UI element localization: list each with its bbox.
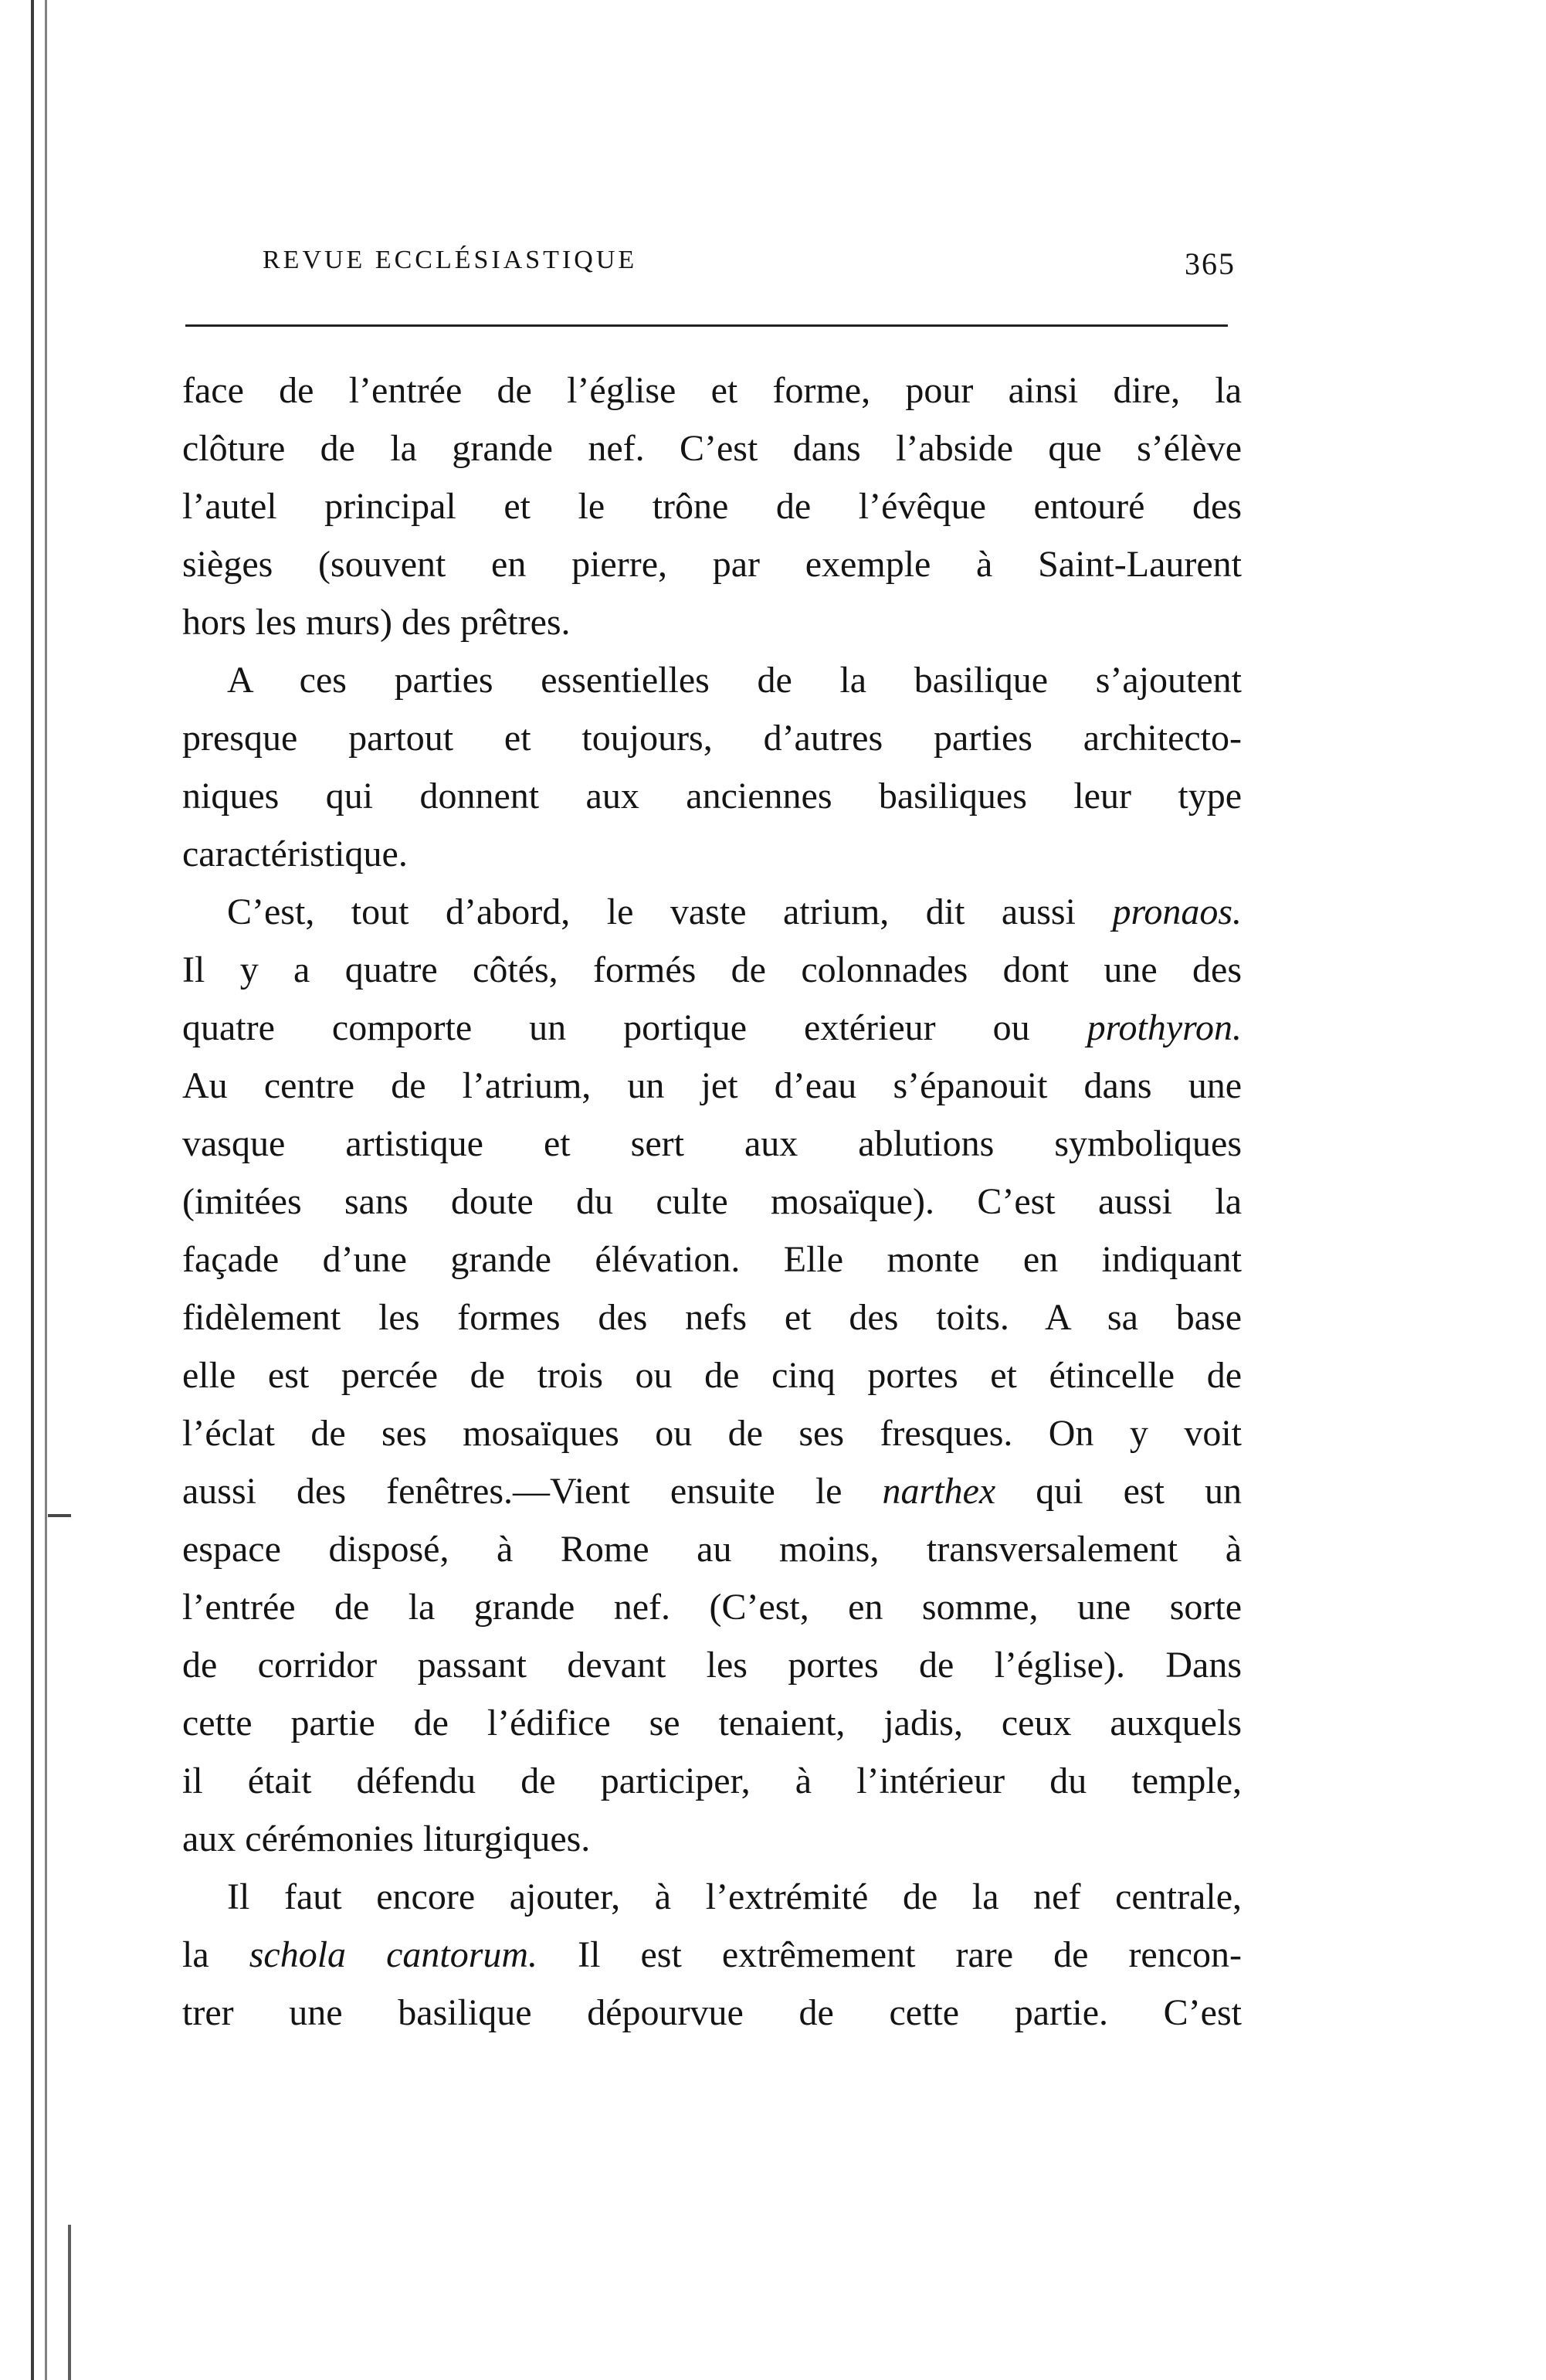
- text-line: sièges (souvent en pierre, par exemple à Saint-Laurent: [182, 544, 1242, 585]
- text-line: l’autel principal et le trône de l’évêque entouré des: [182, 486, 1242, 527]
- text-line: clôture de la grande nef. C’est dans l’abside que s’élève: [182, 428, 1242, 469]
- text-line: hors les murs) des prêtres.: [182, 602, 571, 643]
- text-line: A ces parties essentielles de la basilique s’ajoutent: [227, 660, 1242, 701]
- text-line: (imitées sans doute du culte mosaïque). C’est aussi la: [182, 1181, 1242, 1222]
- binding-edge-mark: [68, 2225, 71, 2380]
- text-line: [182, 1926, 1242, 1984]
- italic-term-schola: schola cantorum.: [249, 1934, 538, 1975]
- binding-edge-line: [45, 0, 47, 2380]
- text-line: [182, 883, 1242, 941]
- body-text: [182, 362, 1242, 2042]
- binding-edge-mark: [48, 1514, 71, 1517]
- text-segment: quatre comporte un portique extérieur ou: [182, 1007, 1030, 1048]
- text-line: Il faut encore ajouter, à l’extrémité de la nef centrale,: [227, 1876, 1242, 1917]
- text-segment: C’est, tout d’abord, le vaste atrium, dit aussi: [227, 891, 1076, 932]
- text-line: fidèlement les formes des nefs et des toits. A sa base: [182, 1297, 1242, 1338]
- text-segment: la: [182, 1934, 209, 1975]
- running-title: REVUE ECCLÉSIASTIQUE: [263, 246, 638, 274]
- text-line: Il y a quatre côtés, formés de colonnades dont une des: [182, 949, 1242, 990]
- text-line: Au centre de l’atrium, un jet d’eau s’épanouit dans une: [182, 1065, 1242, 1106]
- italic-term-pronaos: pronaos.: [1112, 891, 1243, 932]
- text-line: [182, 1462, 1242, 1520]
- italic-term-prothyron: prothyron.: [1087, 1007, 1243, 1048]
- italic-term-narthex: narthex: [882, 1471, 996, 1512]
- text-line: caractéristique.: [182, 834, 408, 874]
- text-line: espace disposé, à Rome au moins, transversalement à: [182, 1529, 1242, 1570]
- text-line: aux cérémonies liturgiques.: [182, 1818, 591, 1859]
- text-line: il était défendu de participer, à l’intérieur du temple,: [182, 1760, 1242, 1801]
- text-line: l’entrée de la grande nef. (C’est, en somme, une sorte: [182, 1587, 1242, 1628]
- text-segment: aussi des fenêtres.—Vient ensuite le: [182, 1471, 843, 1512]
- text-line: [182, 999, 1242, 1057]
- text-line: elle est percée de trois ou de cinq portes et étincelle de: [182, 1355, 1242, 1396]
- text-line: vasque artistique et sert aux ablutions symboliques: [182, 1123, 1242, 1164]
- text-line: cette partie de l’édifice se tenaient, jadis, ceux auxquels: [182, 1703, 1242, 1743]
- header-rule: [185, 324, 1228, 327]
- page-header: [263, 246, 1236, 292]
- text-segment: Il est extrêmement rare de rencon-: [578, 1934, 1243, 1975]
- text-line: de corridor passant devant les portes de l’église). Dans: [182, 1645, 1242, 1686]
- page-number: 365: [1185, 246, 1236, 281]
- text-line: niques qui donnent aux anciennes basiliques leur type: [182, 776, 1242, 817]
- text-line: l’éclat de ses mosaïques ou de ses fresques. On y voit: [182, 1413, 1242, 1454]
- text-line: presque partout et toujours, d’autres parties architecto-: [182, 718, 1242, 759]
- text-line: façade d’une grande élévation. Elle monte en indiquant: [182, 1239, 1242, 1280]
- text-line: face de l’entrée de l’église et forme, pour ainsi dire, la: [182, 370, 1242, 411]
- binding-edge-line: [31, 0, 34, 2380]
- text-segment: qui est un: [1036, 1471, 1243, 1512]
- text-line: trer une basilique dépourvue de cette partie. C’est: [182, 1992, 1242, 2033]
